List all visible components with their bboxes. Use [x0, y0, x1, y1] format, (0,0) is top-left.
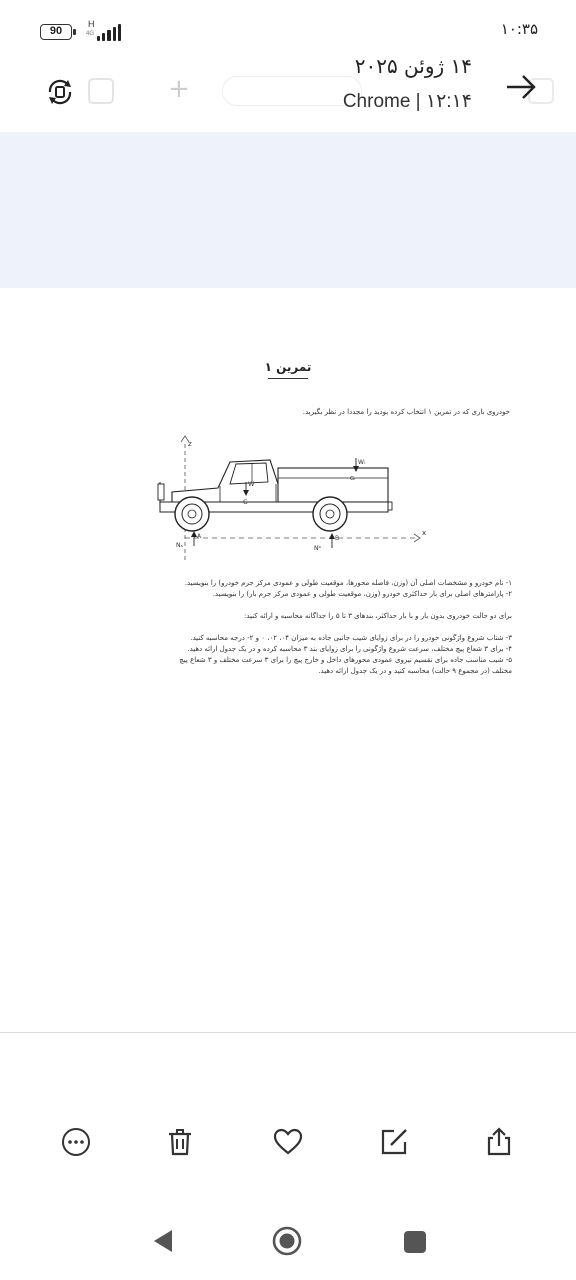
nav-recents-icon[interactable] — [404, 1231, 426, 1253]
cg-label: G — [243, 499, 248, 506]
nav-back-icon[interactable] — [152, 1228, 174, 1258]
load-cg-label: Gₗ — [350, 476, 356, 482]
back-arrow-icon[interactable] — [504, 72, 538, 102]
screen-rotate-icon[interactable] — [44, 76, 76, 108]
rear-reaction-label: Nᵇ — [314, 545, 322, 552]
question-4: ۴- برای ۳ شعاع پیچ مختلف، سرعت شروع واژگونی را برای زوایای بند ۳ محاسبه کرده و در یک جدول ارائه دهید. — [187, 645, 512, 653]
point-a-label: A — [197, 533, 202, 540]
system-nav-bar — [0, 1215, 576, 1265]
question-3: ۳- شتاب شروع واژگونی خودرو را در برای زوایای شیب جانبی جاده به میزان ۰۴، ۰۲، ۰ و ۲- درجه محاسبه کنید. — [190, 634, 512, 642]
share-icon[interactable] — [483, 1126, 515, 1158]
x-axis-label: x — [422, 529, 427, 537]
question-1: ۱- نام خودرو و مشخصات اصلی آن (وزن، فاصله محورها، موقعیت طولی و عمودی مرکز جرم خودرو) را بنویسید. — [184, 579, 512, 587]
ghost-tab-switcher-icon — [88, 78, 114, 104]
ghost-new-tab-icon: + — [168, 74, 190, 104]
signal-icon — [97, 23, 121, 41]
network-type: H — [88, 19, 95, 29]
status-clock: ۱۰:۳۵ — [500, 20, 538, 38]
document-title: تمرین ۱ — [264, 360, 312, 374]
battery-indicator: 90 — [40, 24, 72, 40]
question-5-continued: مختلف (در مجموع ۹ حالت) محاسبه کنید و در یک جدول ارائه دهید. — [318, 667, 512, 675]
more-options-icon[interactable] — [60, 1126, 92, 1158]
point-b-label: B — [335, 535, 340, 542]
question-list — [80, 578, 512, 677]
heart-icon[interactable] — [272, 1126, 304, 1158]
screenshot-source: Chrome | ۱۲:۱۴ — [342, 91, 472, 112]
weight-label: W — [248, 480, 255, 488]
page-header-band — [0, 132, 576, 288]
instruction-line: برای دو حالت خودروی بدون بار و با بار حداکثر، بندهای ۳ تا ۵ را جداگانه محاسبه و ارائه کنید: — [244, 612, 512, 620]
z-axis-label: z — [188, 440, 192, 448]
question-5: ۵- شیب مناسب جاده برای تقسیم نیروی عمودی محورهای داخل و خارج پیچ را برای ۳ سرعت مختلف و ۳ شعاع پیچ — [179, 656, 512, 664]
trash-icon[interactable] — [164, 1126, 196, 1158]
question-2: ۲- پارامترهای اصلی برای بار حداکثری خودرو (وزن، موقعیت طولی و عمودی مرکز جرم بار) را بنویسید. — [212, 590, 512, 598]
edit-icon[interactable] — [378, 1126, 410, 1158]
status-bar — [0, 0, 576, 46]
nav-home-icon[interactable] — [271, 1225, 303, 1257]
document-intro: خودروی باری که در تمرین ۱ انتخاب کرده بودید را مجددا در نظر بگیرید. — [302, 408, 510, 416]
front-reaction-label: Nₐ — [176, 542, 183, 549]
document-image — [0, 288, 576, 1033]
ghost-address-bar — [222, 76, 362, 106]
load-label: Wₗ — [358, 459, 365, 466]
bottom-action-bar — [0, 1104, 576, 1174]
truck-diagram — [150, 434, 440, 564]
network-sub: 4G — [86, 31, 95, 37]
title-underline — [268, 378, 308, 379]
screenshot-date: ۱۴ ژوئن ۲۰۲۵ — [354, 54, 472, 78]
